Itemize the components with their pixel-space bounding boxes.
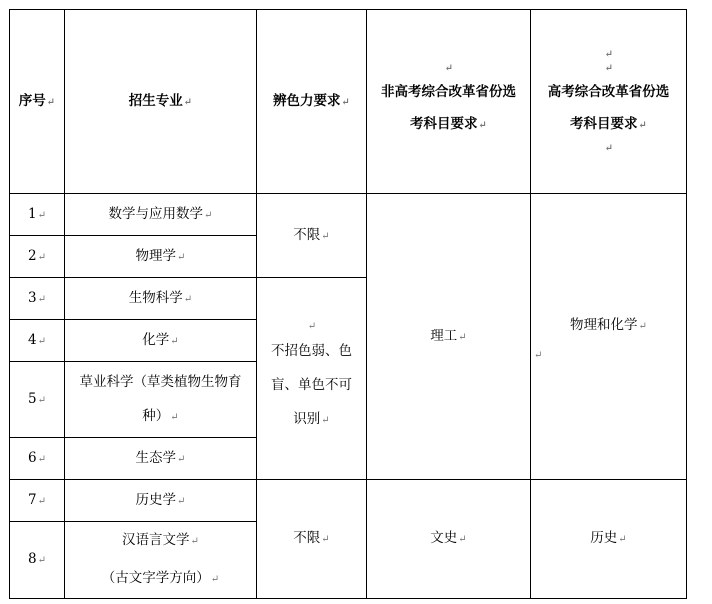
row-index: 7↵ [10, 480, 65, 522]
row-major: 汉语言文学↵ （古文字学方向）↵ [65, 522, 257, 599]
row-index: 8↵ [10, 522, 65, 599]
row-index: 3↵ [10, 278, 65, 320]
color-requirement-unlimited-2: 不限↵ [257, 480, 367, 599]
science-reform-subjects: 物理和化学↵ ↵ [531, 194, 687, 480]
row-major: 数学与应用数学↵ [65, 194, 257, 236]
row-index: 2↵ [10, 236, 65, 278]
color-requirement-restricted: ↵ 不招色弱、色盲、单色不可识别↵ [257, 278, 367, 480]
header-row [10, 10, 687, 194]
row-major: 化学↵ [65, 320, 257, 362]
arts-non-reform-subjects: 文史↵ [367, 480, 531, 599]
header-reform-subjects: ↵ ↵ 高考综合改革省份选考科目要求↵ ↵ [531, 10, 687, 194]
header-major: 招生专业↵ [65, 10, 257, 194]
table-row [10, 480, 687, 522]
header-color-requirement: 辨色力要求↵ [257, 10, 367, 194]
row-major: 历史学↵ [65, 480, 257, 522]
row-major: 生态学↵ [65, 438, 257, 480]
arts-reform-subjects: 历史↵ [531, 480, 687, 599]
row-index: 6↵ [10, 438, 65, 480]
row-major: 草业科学（草类植物生物育种）↵ [65, 362, 257, 438]
row-index: 1↵ [10, 194, 65, 236]
color-requirement-unlimited-1: 不限↵ [257, 194, 367, 278]
table-row [10, 194, 687, 236]
header-index: 序号↵ [10, 10, 65, 194]
row-major: 物理学↵ [65, 236, 257, 278]
row-index: 4↵ [10, 320, 65, 362]
science-non-reform-subjects: 理工↵ [367, 194, 531, 480]
row-index: 5↵ [10, 362, 65, 438]
admission-requirements-table [9, 9, 687, 599]
row-major: 生物科学↵ [65, 278, 257, 320]
header-non-reform-subjects: ↵ 非高考综合改革省份选考科目要求↵ [367, 10, 531, 194]
